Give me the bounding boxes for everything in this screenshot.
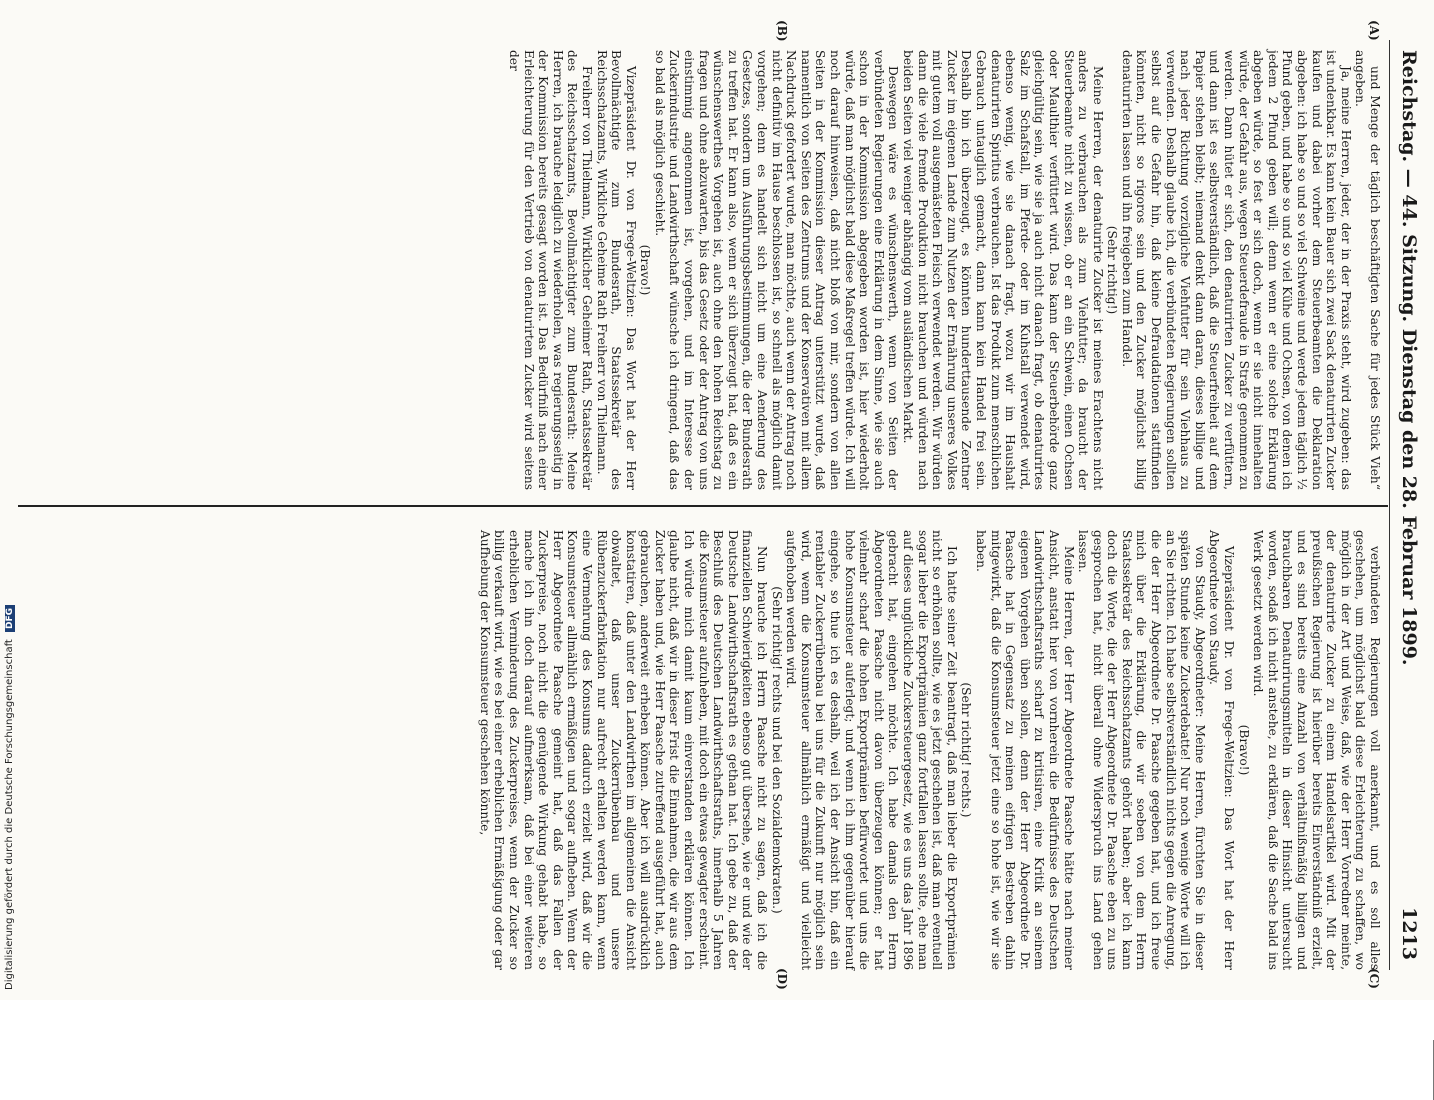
header-title: Reichstag. — 44. Sitzung. Dienstag den 28. Februar 1899. [1398, 50, 1420, 666]
paragraph: von Staudy, Abgeordneter: Meine Herren, fürchten Sie in dieser späten Stunde keine Zuckerdebatte! Nur noch wenige Worte will ich an Sie richten. Ich habe selbstverständlich nichts gegen die Anregung, die der Herr Abgeordnete Dr. Paasche gegeben hat, und ich freue mich über die Erklärung, die wir soeben von dem Herrn Staatssekretär des Reichsschatzamts gehört haben; aber ich kann doch die Worte, die der Herr Abgeordnete Dr. Paasche eben zu uns gesprochen hat, nicht überall ohne Widerspruch ins Land gehen lassen. [1076, 530, 1207, 970]
paragraph: und Menge der täglich beschäftigten Sache für jedes Stück Vieh“ angeben. [1353, 50, 1382, 490]
page-number: 1213 [1398, 907, 1420, 960]
footer-text: Digitalisierung gefördert durch die Deutsche Forschungsgemeinschaft [4, 639, 15, 990]
column-divider [18, 505, 1388, 507]
interjection: (Sehr richtig!) [1105, 225, 1120, 315]
margin-marker-b: (B) [775, 20, 789, 42]
page-header [1394, 50, 1420, 960]
page-footer [4, 605, 15, 990]
paragraph: Ich hatte seiner Zeit beantragt, daß man lieber die Exportprämien nicht so erhöhen sollte, wie es jetzt geschehen ist, daß man eventuell sogar lieber die Exportprämien ganz fortfallen lassen sollte, ehe man auf dieses unglückliche Zuckersteuergesetz, wie es uns das Jahr 1896 gebracht hat, eingehen möchte. Ich habe damals den Herrn Abgeordneten Paasche nicht davon überzeugen können; er hat vielmehr scharf die hohen Exportprämien befürwortet und uns die hohe Konsumsteuer auferlegt; und wenn ich ihm gegenüber hierauf eingehe, so thue ich es deshalb, weil ich der Ansicht bin, daß ein rentabler Zuckerrübenbau bei uns für die Zukunft nur möglich sein wird, wenn die Konsumsteuer allmählich ermäßigt und vielleicht aufgehoben werden wird. [784, 530, 959, 970]
paragraph: Freiherr von Thielmann, Wirklicher Geheimer Rath, Staatssekretär des Reichsschatzamts, Bevollmächtigter zum Bundesrath: Meine Herren, ich brauche lediglich zu wiederholen, was regierungsseitig in der Kommission bereits gesagt worden ist. Das Bedürfniß nach einer Erleichterung für den Vertrieb von denaturirtem Zucker wird seitens der [506, 50, 594, 490]
paragraph: Vizepräsident Dr. von Frege-Weltzien: Das Wort hat der Herr Abgeordnete von Staudy. [1207, 530, 1237, 970]
interjection: (Bravo!) [638, 244, 653, 296]
header-rule [1389, 40, 1390, 970]
dfg-logo: DFG [5, 605, 15, 632]
margin-marker-c: (C) [1367, 968, 1381, 989]
paragraph: Ja, meine Herren, jeder, der in der Praxis steht, wird zugeben: das ist undenkbar. Es kann kein Bauer sich zwei Sack denaturirten Zucker kaufen und dabei vorher dem Steuerbeamten die Deklaration abgeben: ich habe so und so viel Schweine und werde jedem täglich ½ Pfund geben, und habe so und so viel Kühe und Ochsen, von denen ich jedem 2 Pfund geben will; denn wenn er eine solche Erklärung abgeben würde, so fest er sich doch, wenn er sie nicht innehalten würde, der Gefahr aus, wegen Steuerdefraude in Strafe genommen zu werden. Dann hütet er sich, den denaturirten Zucker zu verfüttern, und dann ist es selbstverständlich, daß die Steuerfreiheit auf dem Papier stehen bleibt; niemand denkt dann daran, dieses billige und nach jeder Richtung vorzügliche Viehfutter für sein Viehhaus zu verwenden. Deshalb glaube ich, die verbündeten Regierungen sollten selbst auf die Gefahr hin, daß kleine Defraudationen stattfinden könnten, nicht so rigoros sein und den Zucker möglichst billig denaturirten lassen und ihn freigeben zum Handel. [1119, 50, 1353, 490]
paragraph: verbündeten Regierungen voll anerkannt, und es soll alles geschehen, um möglichst bald diese Erleichterung zu schaffen, wo möglich in der Art und Weise, daß, wie der Herr Vorredner meinte, der denaturirte Zucker zu einem Handelsartikel wird. Mit der preußischen Regierung ist hierüber bereits Einverständniß erzielt, und es sind bereits eine Anzahl von verhältnißmäßig billigen und brauchbaren Denaturirungsmitteln in dieser Hinsicht untersucht worden, sodaß ich nicht anstehe, zu erklären, daß die Sache bald ins Werk gesetzt werden wird. [1251, 530, 1382, 970]
interjection: (Sehr richtig! rechts.) [959, 682, 974, 818]
paragraph: Meine Herren, der denaturirte Zucker ist meines Erachtens nicht anders zu verbrauchen als zum Viehfutter; da braucht der Steuerbeamte nicht zu wissen, ob er an ein Schwein, einen Ochsen oder Maulthier verfüttert wird. Das kann der Steuerbehörde ganz gleichgültig sein, wie sie ja auch nicht danach fragt, ob denaturirtes Salz im Schafstall, im Pferde- oder im Kuhstall verwendet wird, ebenso wenig, wie sie danach fragt, wozu wir im Haushalt denaturirten Spiritus verbrauchen. Ist das Produkt zum menschlichen Gebrauch untauglich gemacht, dann kann kein Handel frei sein. Deshalb bin ich überzeugt, es könnten hunderttausende Zentner Zucker im eigenen Lande zum Nutzen der Ernährung unseres Volkes mit gutem voll ausgemästeten Fleisch verwendet werden. Wir würden dann die viele fremde Produktion nicht brauchen und würden nach beiden Seiten viel weniger abhängig vom ausländischen Markt. [901, 50, 1105, 490]
paragraph: Nun brauche ich Herrn Paasche nicht zu sagen, daß ich die finanziellen Schwierigkeiten ebenso gut übersehe, wie er und wie der Deutsche Landwirthschaftsrath es gethan hat. Ich gebe zu, daß der Beschluß des Deutschen Landwirthschaftsraths, innerhalb 5 Jahren die Konsumsteuer aufzuheben, mit doch ein etwas gewagter erscheint. Ich würde mich damit kaum einverstanden erklären können. Ich glaube nicht, daß wir in dieser Frist die Einnahmen, die wir aus dem Zucker haben und, wie Herr Paasche zutreffend ausgeführt hat, auch gebrauchen, anderweit erheben können. Aber ich will ausdrücklich konstatiren, daß unter den Landwirthen im allgemeinen die Ansicht obwaltet, daß unser Zuckerrübenbau und unsere Rübenzuckerfabrikation nur aufrecht erhalten werden kann, wenn eine Vermehrung des Konsums dadurch erzielt wird, daß wir die Konsumsteuer allmählich ermäßigen und sogar aufheben. Wenn der Herr Abgeordnete Paasche gemeint hat, daß das Fallen der Zuckerpreise, noch nicht die genügende Wirkung gehabt habe, so mache ich ihn doch darauf aufmerksam, daß bei einer weiteren erheblichen Verminderung des Zuckerpreises, wenn der Zucker so billig verkauft wird, wie es bei einer erheblichen Ermäßigung oder gar Aufhebung der Konsumsteuer geschehen könnte, [477, 530, 770, 970]
margin-marker-a: (A) [1367, 20, 1381, 41]
left-column [506, 50, 1382, 490]
paragraph: Vizepräsident Dr. von Frege-Weltzien: Das Wort hat der Herr Bevollmächtigte zum Bundesrath, Staatssekretär des Reichsschatzamts, Wirkliche Geheime Rath Freiherr von Thielmann. [594, 50, 638, 490]
interjection: (Sehr richtig! rechts und bei den Sozialdemokraten.) [769, 586, 784, 914]
margin-marker-d: (D) [775, 968, 789, 990]
interjection: (Bravo!) [1236, 724, 1251, 776]
paragraph: Deswegen wäre es wünschenswerth, wenn von Seiten der verbündeten Regierungen eine Erklärung in dem Sinne, wie sie auch schon in der Kommission abgegeben worden ist, hier wiederholt würde, daß man möglichst bald diese Maßregel treffen würde. Ich will noch darauf hinweisen, daß nicht bloß von mir, sondern von allen Seiten in der Kommission dieser Antrag unterstützt wurde, daß namentlich von Seiten des Zentrums und der Konservativen mit allem Nachdruck gefordert wurde, man möchte, auch wenn der Antrag noch nicht definitiv im Hause beschlossen ist, so schnell als möglich damit vorgehen; denn es handelt sich nicht um eine Aenderung des Gesetzes, sondern um Ausführungsbestimmungen, die der Bundesrath zu treffen hat. Er kann also, wenn er sich überzeugt hat, daß es ein wünschenswerthes Vorgehen ist, auch ohne den hohen Reichstag zu fragen und ohne abzuwarten, bis das Gesetz oder der Antrag von uns einstimmig angenommen ist, vorgehen, und im Interesse der Zuckerindustrie und Landwirthschaft wünsche ich dringend, daß das so bald als möglich geschieht. [652, 50, 901, 490]
paragraph: Meine Herren, der Herr Abgeordnete Paasche hätte nach meiner Ansicht, anstatt hier von vornherein die Bedürfnisse des Deutschen Landwirthschaftsraths scharf zu kritisiren, eine Kritik an seinem eigenen Vorgehen üben sollen, denn der Herr Abgeordnete Dr. Paasche hat in Gegensatz zu meinen eifrigen Bestreben dahin mitgewirkt, daß die Konsumsteuer jetzt eine so hohe ist, wie wir sie haben. [973, 530, 1076, 970]
right-column [477, 530, 1382, 970]
